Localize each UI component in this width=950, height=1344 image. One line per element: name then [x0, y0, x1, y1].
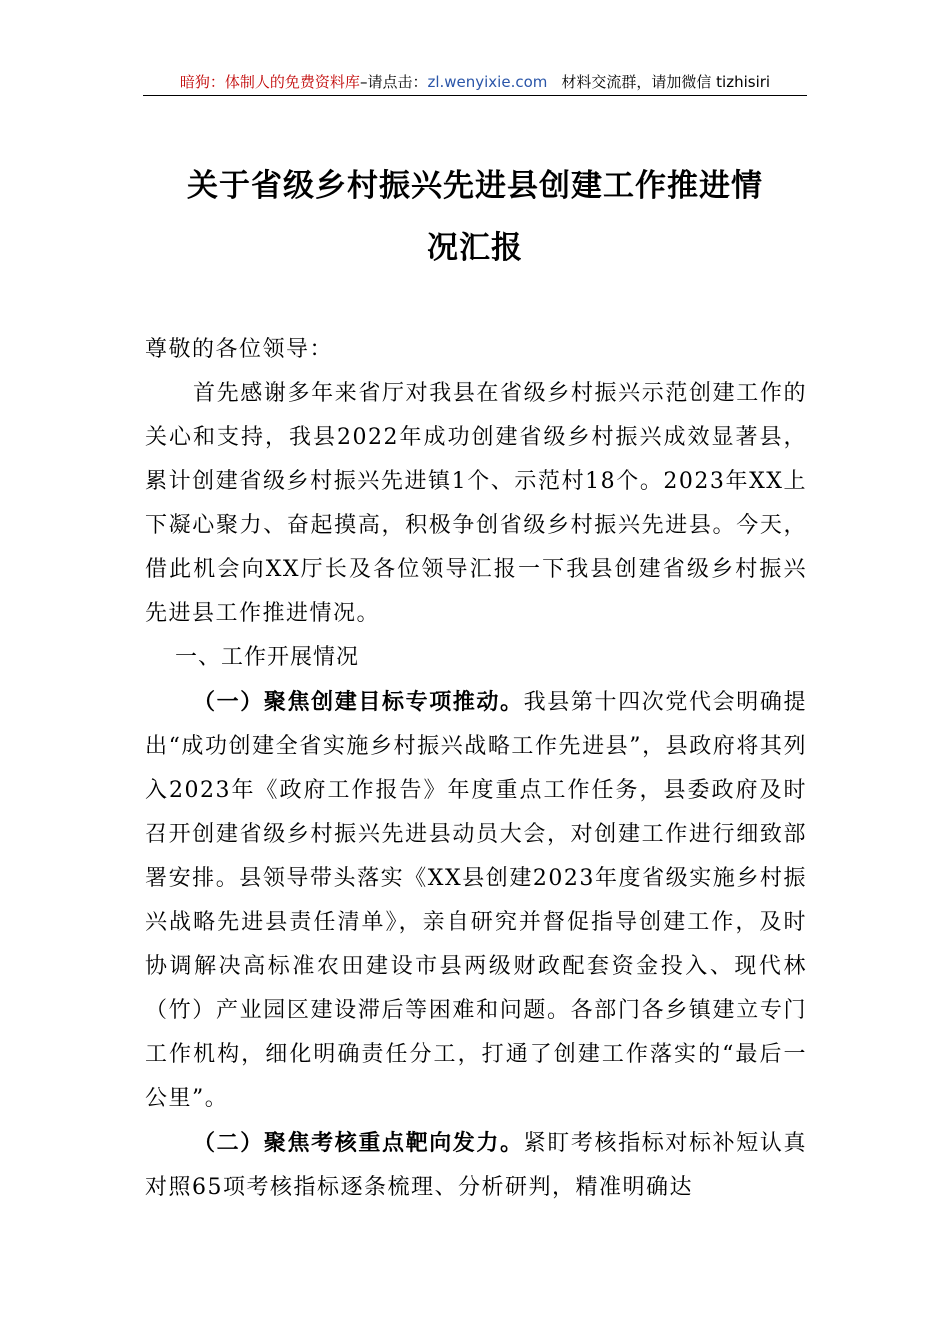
document-title [143, 155, 807, 279]
header-brand: 暗狗：体制人的免费资料库 [179, 73, 360, 91]
title-line-2: 况汇报 [427, 230, 523, 266]
header-link[interactable]: zl.wenyixie.com [427, 73, 548, 91]
subsection-1-paragraph [145, 680, 807, 1121]
document-body [145, 328, 807, 1210]
header-contact: 材料交流群，请加微信 tizhisiri [561, 73, 771, 91]
title-line-1: 关于省级乡村振兴先进县创建工作推进情 [187, 168, 763, 204]
subsection-2-paragraph [145, 1121, 807, 1210]
header-prompt: –请点击： [359, 73, 428, 91]
subsection-1-heading: （一）聚焦创建目标专项推动。 [193, 689, 524, 715]
section-1-heading: 一、工作开展情况 [175, 645, 360, 670]
subsection-2-heading: （二）聚焦考核重点靶向发力。 [193, 1130, 524, 1156]
page-header [143, 70, 807, 94]
subsection-1-body: 我县第十四次党代会明确提出“成功创建全省实施乡村振兴战略工作先进县”，县政府将其列入2023年《政府工作报告》年度重点工作任务，县委政府及时召开创建省级乡村振兴先进县动员大会，对创建工作进行细致部署安排。县领导带头落实《XX县创建2023年度省级实施乡村振兴战略先进县责任清单》，亲自研究并督促指导创建工作，及时协调解决高标准农田建设市县两级财政配套资金投入、现代林（竹）产业园区建设滞后等困难和问题。各部门各乡镇建立专门工作机构，细化明确责任分工，打通了创建工作落实的“最后一公里”。 [145, 690, 807, 1111]
subsection-2-body: 紧盯考核指标对标补短认真对照65项考核指标逐条梳理、分析研判，精准明确达 [145, 1131, 807, 1200]
salutation: 尊敬的各位领导： [145, 337, 334, 362]
header-divider [143, 95, 807, 96]
intro-paragraph: 首先感谢多年来省厅对我县在省级乡村振兴示范创建工作的关心和支持，我县2022年成功创建省级乡村振兴成效显著县，累计创建省级乡村振兴先进镇1个、示范村18个。2023年XX上下凝心聚力、奋起摸高，积极争创省级乡村振兴先进县。今天，借此机会向XX厅长及各位领导汇报一下我县创建省级乡村振兴先进县工作推进情况。 [145, 381, 807, 626]
